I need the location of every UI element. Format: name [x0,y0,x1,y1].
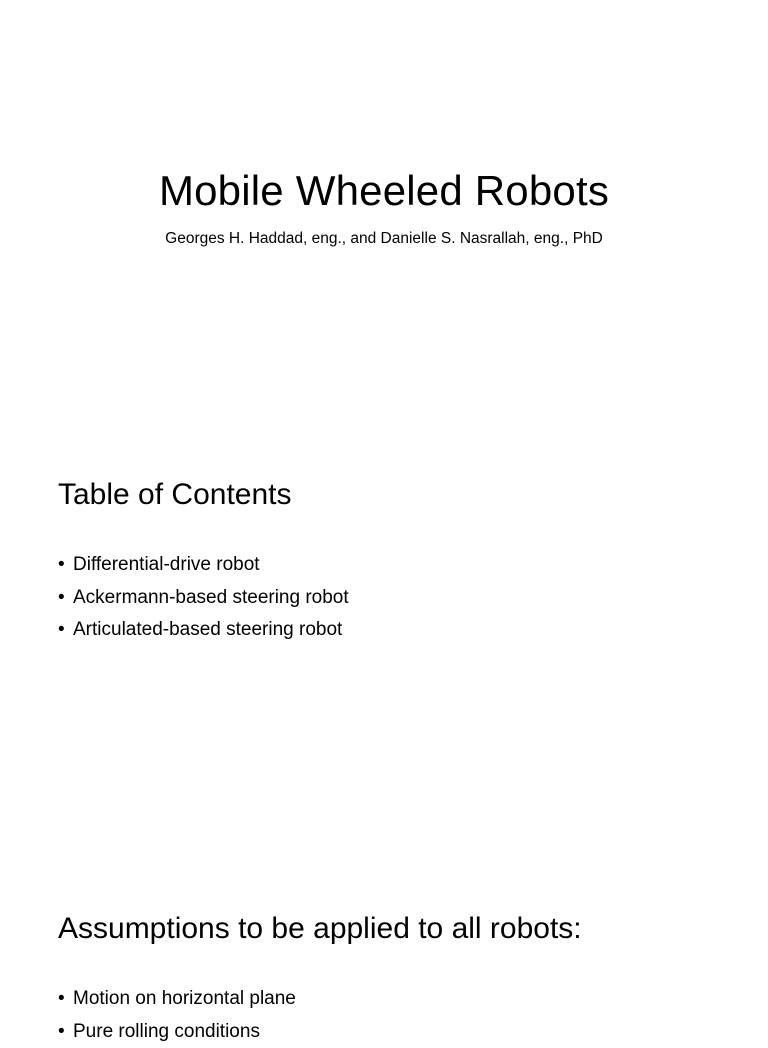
toc-item-label: Ackermann-based steering robot [73,582,349,615]
assumptions-heading: Assumptions to be applied to all robots: [58,911,582,947]
assumption-item [58,1016,296,1048]
bullet-icon: • [58,582,73,615]
bullet-icon: • [58,614,73,647]
toc-item [58,549,349,582]
assumptions-slide [0,864,768,1024]
toc-item-label: Differential-drive robot [73,549,260,582]
bullet-icon: • [58,1016,73,1048]
assumption-item [58,983,296,1016]
authors-line: Georges H. Haddad, eng., and Danielle S. Nasrallah, eng., PhD [0,229,768,249]
assumptions-list [58,983,296,1048]
bullet-icon: • [58,549,73,582]
table-of-contents-slide [0,432,768,864]
assumption-item-label: Motion on horizontal plane [73,983,296,1016]
bullet-icon: • [58,983,73,1016]
presentation-title: Mobile Wheeled Robots [0,166,768,216]
assumption-item-label: Pure rolling conditions [73,1016,260,1048]
toc-heading: Table of Contents [58,477,291,513]
toc-item [58,614,349,647]
toc-item [58,582,349,615]
toc-list [58,549,349,647]
title-slide [0,0,768,432]
toc-item-label: Articulated-based steering robot [73,614,342,647]
